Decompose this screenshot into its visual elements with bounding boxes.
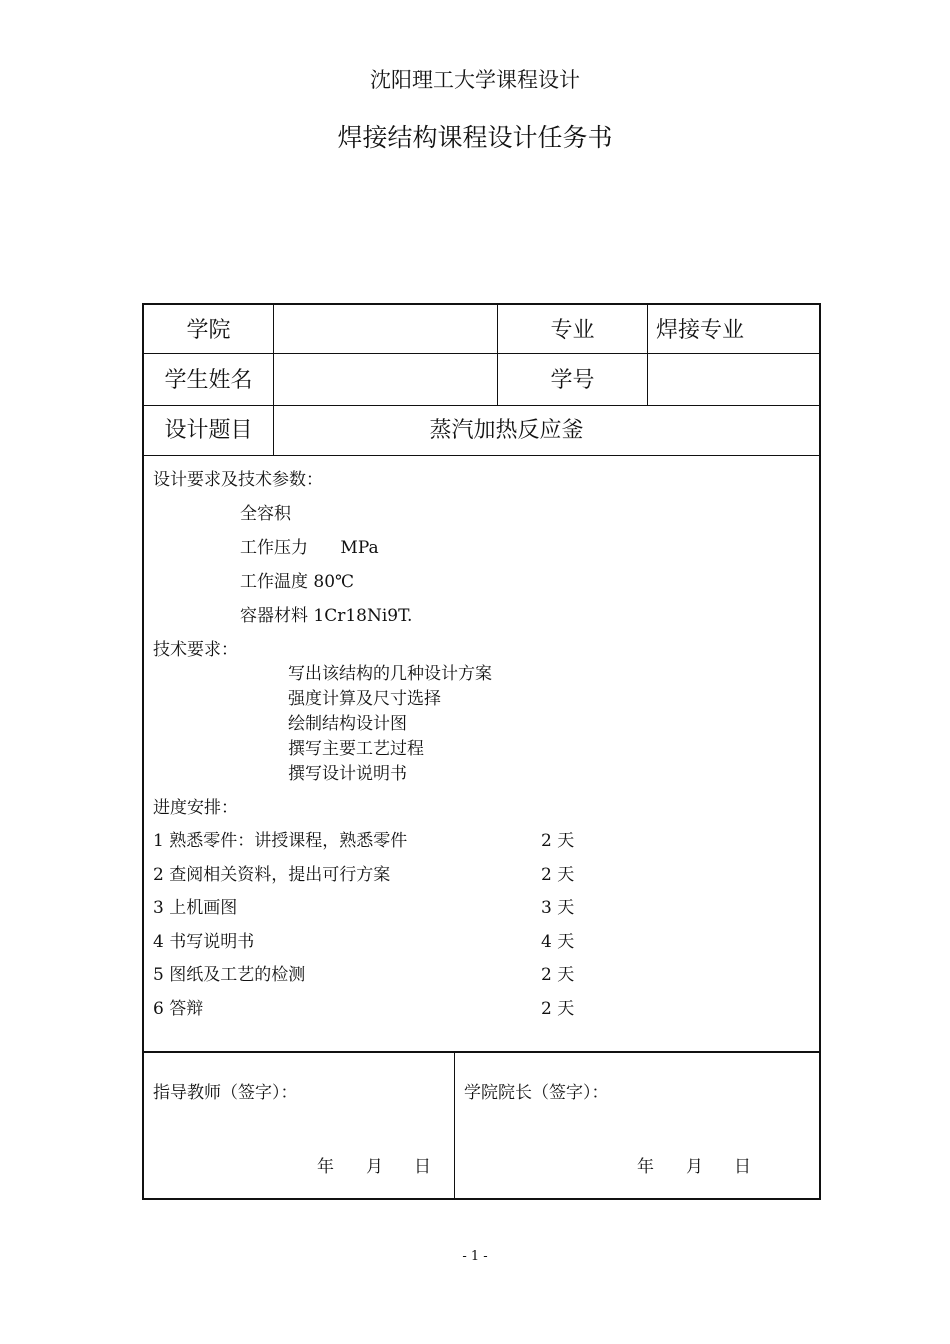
dean-signature-label: 学院院长（签字）：: [464, 1083, 609, 1103]
row-divider: [144, 353, 819, 354]
tech-heading: 技术要求：: [153, 640, 238, 660]
dean-date-year: 年: [637, 1157, 654, 1177]
tech-item: 写出该结构的几种设计方案: [288, 664, 492, 684]
college-label: 学院: [186, 318, 231, 343]
schedule-task: 4 书写说明书: [153, 932, 255, 952]
schedule-days: 2 天: [541, 831, 575, 851]
schedule-heading: 进度安排：: [153, 798, 238, 818]
page-number: - 1 -: [462, 1249, 488, 1264]
document-title: 焊接结构课程设计任务书: [337, 123, 613, 152]
schedule-task: 1 熟悉零件：讲授课程，熟悉零件: [153, 831, 408, 851]
tech-item: 强度计算及尺寸选择: [288, 689, 441, 709]
requirements-heading: 设计要求及技术参数：: [153, 470, 323, 490]
topic-value: 蒸汽加热反应釜: [429, 418, 584, 443]
param-item: 容器材料 1Cr18Ni9T.: [240, 606, 413, 626]
student-name-label: 学生姓名: [164, 368, 253, 393]
row-divider: [144, 405, 819, 406]
dean-date-month: 月: [686, 1157, 703, 1177]
param-item: 工作温度 80℃: [240, 572, 355, 592]
tech-item: 绘制结构设计图: [288, 714, 407, 734]
dean-date-day: 日: [734, 1157, 751, 1177]
student-id-label: 学号: [550, 368, 595, 393]
topic-label: 设计题目: [164, 418, 253, 443]
schedule-days: 3 天: [541, 898, 575, 918]
schedule-days: 2 天: [541, 999, 575, 1019]
task-table: [142, 303, 821, 1200]
university-header: 沈阳理工大学课程设计: [370, 68, 580, 92]
teacher-date-year: 年: [317, 1157, 334, 1177]
schedule-days: 2 天: [541, 865, 575, 885]
schedule-days: 2 天: [541, 965, 575, 985]
schedule-days: 4 天: [541, 932, 575, 952]
schedule-task: 5 图纸及工艺的检测: [153, 965, 306, 985]
teacher-date-day: 日: [414, 1157, 431, 1177]
tech-item: 撰写设计说明书: [288, 764, 407, 784]
schedule-task: 3 上机画图: [153, 898, 238, 918]
row-divider: [144, 455, 819, 456]
major-label: 专业: [550, 318, 595, 343]
schedule-task: 6 答辩: [153, 999, 204, 1019]
col-divider: [647, 305, 648, 405]
tech-item: 撰写主要工艺过程: [288, 739, 424, 759]
teacher-date-month: 月: [366, 1157, 383, 1177]
param-item: 全容积: [240, 504, 291, 524]
col-divider: [454, 1052, 455, 1198]
row-divider: [144, 1051, 819, 1053]
major-value: 焊接专业: [656, 318, 745, 343]
teacher-signature-label: 指导教师（签字）：: [153, 1083, 298, 1103]
param-item: 工作压力 MPa: [240, 538, 379, 558]
schedule-task: 2 查阅相关资料，提出可行方案: [153, 865, 391, 885]
